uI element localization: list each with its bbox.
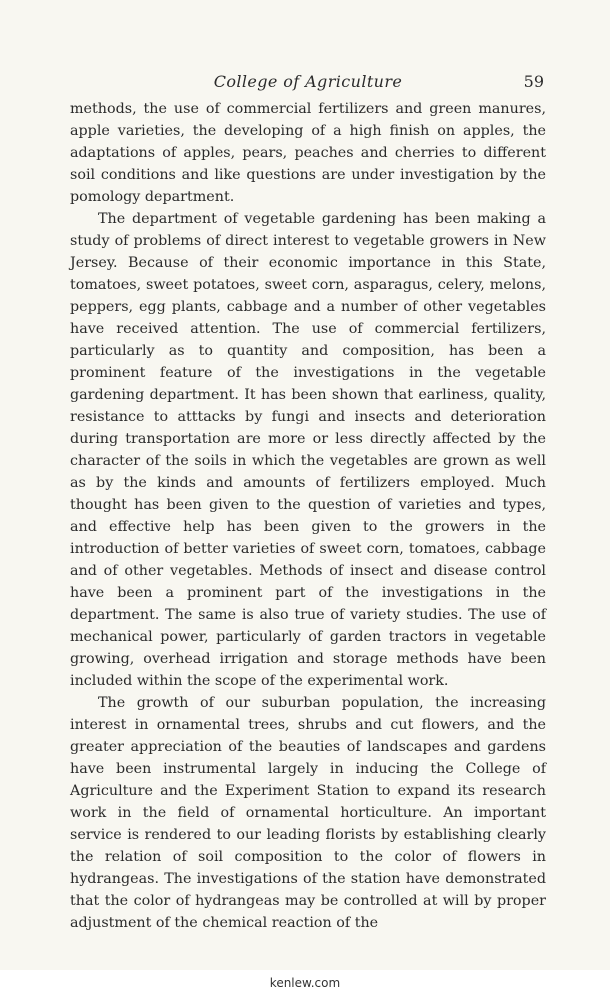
page-number: 59: [523, 72, 544, 91]
paragraph-pomology-continuation: methods, the use of commercial fertilizers and green manures, apple varieties, the developing of a high finish on apples, the adaptations of apples, pears, peaches and cherries to different soil conditions and like questions are under investigation by the pomology department.: [70, 101, 546, 205]
running-head: [70, 70, 546, 96]
footer-strip: [0, 970, 610, 1000]
running-title: College of Agriculture: [213, 72, 403, 91]
watermark-text: kenlew.com: [269, 976, 341, 990]
body-text: [70, 98, 546, 934]
paragraph-ornamental-horticulture: The growth of our suburban population, the increasing interest in ornamental trees, shrubs and cut flowers, and the greater appreciation of the beauties of landscapes and gardens have been instrumental largely in inducing the College of Agriculture and the Experiment Station to expand its research work in the field of ornamental horticulture. An important service is rendered to our leading florists by establishing clearly the relation of soil composition to the color of flowers in hydrangeas. The investigations of the station have demonstrated that the color of hydrangeas may be controlled at will by proper adjustment of the chemical reaction of the: [70, 695, 546, 931]
paragraph-vegetable-gardening: The department of vegetable gardening has been making a study of problems of direct interest to vegetable growers in New Jersey. Because of their economic importance in this State, tomatoes, sweet potatoes, sweet corn, asparagus, celery, melons, peppers, egg plants, cabbage and a number of other vegetables have received attention. The use of commercial fertilizers, particularly as to quantity and composition, has been a prominent feature of the investigations in the vegetable gardening department. It has been shown that earliness, quality, resistance to atttacks by fungi and insects and deterioration during transportation are more or less directly affected by the character of the soils in which the vegetables are grown as well as by the kinds and amounts of fertilizers employed. Much thought has been given to the question of varieties and types, and effective help has been given to the growers in the introduction of better varieties of sweet corn, tomatoes, cabbage and of other vegetables. Methods of insect and disease control have been a prominent part of the investigations in the department. The same is also true of variety studies. The use of mechanical power, particularly of garden tractors in vegetable growing, overhead irrigation and storage methods have been included within the scope of the experimental work.: [70, 211, 546, 689]
